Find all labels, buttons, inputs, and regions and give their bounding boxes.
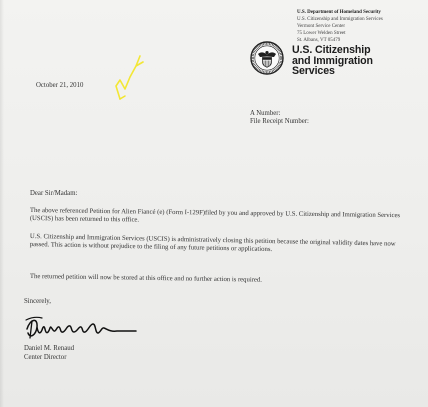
letterhead-address	[297, 9, 383, 44]
signer-title: Center Director	[24, 353, 67, 361]
address-line-street: 75 Lower Welden Street	[297, 31, 346, 37]
highlighter-scribble	[92, 44, 162, 114]
signer-name: Daniel M. Renaud	[24, 345, 75, 352]
address-line-city: St. Albans, VT 05479	[297, 38, 341, 44]
salutation: Dear Sir/Madam:	[30, 190, 78, 197]
paragraph-returned-petition: The above referenced Petition for Alien Fiancé (e) (Form I-129F)filed by you and approved by U.S. Citizenship and Immigration Services (USCIS) has been returned to this office.	[29, 207, 401, 224]
a-number-label: A Number:	[250, 110, 281, 117]
agency-name-line-3: Services	[292, 65, 335, 77]
paragraph-closing-notice: U.S. Citizenship and Immigration Services (USCIS) is administratively closing this petition because the original validity dates have now passed. This action is without prejudice to the filing of any future petitions or applications.	[29, 233, 396, 254]
agency-name	[292, 45, 373, 77]
closing: Sincerely,	[24, 298, 51, 305]
address-line-center: Vermont Service Center	[297, 24, 346, 30]
signer-block	[24, 345, 74, 362]
reference-block	[250, 110, 309, 126]
address-line-agency: U.S. Citizenship and Immigration Services	[297, 17, 383, 23]
address-line-department: U.S. Department of Homeland Security	[297, 10, 381, 15]
paragraph-storage-notice: The returned petition will now be stored at this office and no further action is required.	[29, 273, 262, 284]
handwritten-signature	[24, 311, 139, 345]
file-receipt-label: File Receipt Number:	[250, 118, 309, 125]
page-edge-shadow	[0, 0, 4, 407]
agency-name-line-1: U.S. Citizenship	[292, 44, 371, 56]
agency-name-line-2: and Immigration	[292, 54, 373, 67]
letter-date: October 21, 2010	[36, 82, 84, 89]
dhs-seal-icon	[250, 41, 284, 75]
